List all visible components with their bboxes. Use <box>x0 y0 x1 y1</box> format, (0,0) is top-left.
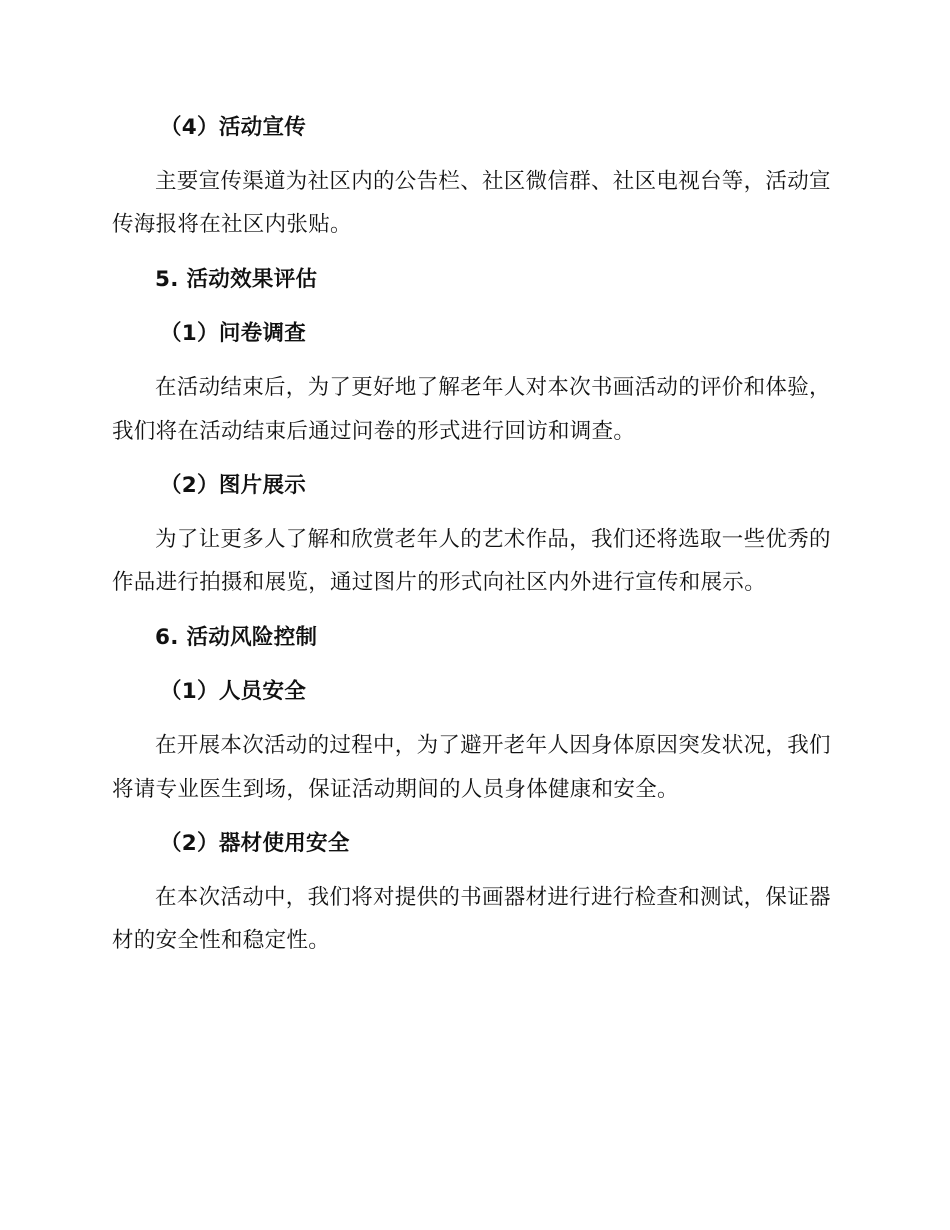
paragraph-publicity-line-2: 传海报将在社区内张贴。 <box>112 212 352 237</box>
section-heading-evaluation: 5. 活动效果评估 <box>155 267 318 292</box>
subheading-photo-display: （2）图片展示 <box>160 473 307 498</box>
paragraph-photo-display-line-2: 作品进行拍摄和展览，通过图片的形式向社区内外进行宣传和展示。 <box>112 570 767 595</box>
paragraph-photo-display-line-1: 为了让更多人了解和欣赏老年人的艺术作品，我们还将选取一些优秀的 <box>155 527 831 552</box>
subheading-questionnaire: （1）问卷调查 <box>160 321 307 346</box>
paragraph-questionnaire-line-2: 我们将在活动结束后通过问卷的形式进行回访和调查。 <box>112 419 636 444</box>
subheading-personnel-safety: （1）人员安全 <box>160 679 307 704</box>
subheading-equipment-safety: （2）器材使用安全 <box>160 831 350 856</box>
paragraph-personnel-safety-line-1: 在开展本次活动的过程中，为了避开老年人因身体原因突发状况，我们 <box>155 733 831 758</box>
paragraph-equipment-safety-line-1: 在本次活动中，我们将对提供的书画器材进行进行检查和测试，保证器 <box>155 885 831 910</box>
paragraph-publicity-line-1: 主要宣传渠道为社区内的公告栏、社区微信群、社区电视台等，活动宣 <box>155 169 831 194</box>
subheading-publicity: （4）活动宣传 <box>160 115 307 140</box>
paragraph-personnel-safety-line-2: 将请专业医生到场，保证活动期间的人员身体健康和安全。 <box>112 777 679 802</box>
section-heading-risk-control: 6. 活动风险控制 <box>155 625 318 650</box>
paragraph-questionnaire-line-1: 在活动结束后，为了更好地了解老年人对本次书画活动的评价和体验， <box>155 375 831 400</box>
paragraph-equipment-safety-line-2: 材的安全性和稳定性。 <box>112 928 331 953</box>
